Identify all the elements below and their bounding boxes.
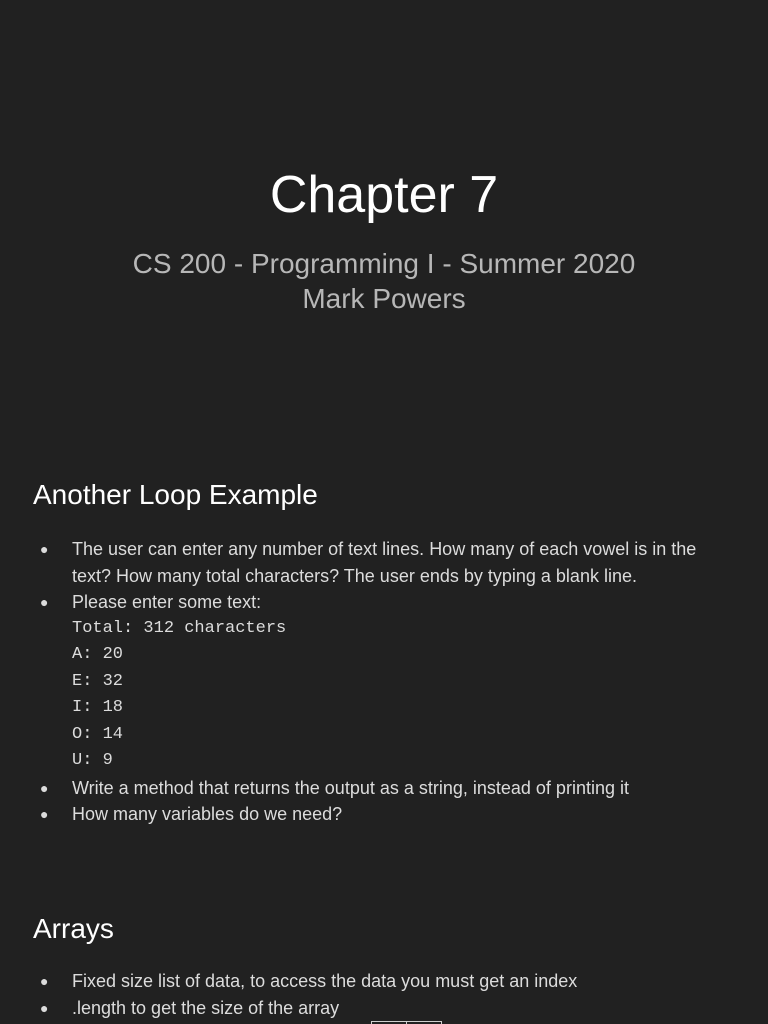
arrays-slide	[0, 864, 768, 1024]
slide-heading: Another Loop Example	[33, 479, 318, 510]
bullet-text: Please enter some text:	[72, 592, 262, 612]
slide-title: Chapter 7	[269, 166, 499, 224]
bullet-item	[36, 801, 726, 828]
bullet-list	[36, 968, 726, 1021]
slide-heading: Arrays	[33, 913, 114, 944]
bullet-icon: ●	[40, 594, 49, 610]
bullet-text: How many variables do we need?	[72, 804, 343, 824]
bullet-icon: ●	[40, 541, 49, 557]
bullet-item	[36, 536, 726, 589]
code-line: U: 9	[72, 751, 113, 770]
bullet-item	[36, 589, 726, 616]
title-slide	[0, 0, 768, 432]
bullet-text: Write a method that returns the output as a string, instead of printing it	[72, 777, 629, 798]
code-line: E: 32	[72, 671, 124, 691]
bullet-icon: ●	[40, 999, 49, 1016]
course-line: CS 200 - Programming I - Summer 2020	[132, 248, 636, 279]
bullet-item	[36, 775, 726, 802]
code-line: O: 14	[72, 724, 124, 744]
bullet-icon: ●	[40, 973, 49, 989]
sample-output-code	[36, 616, 726, 775]
bullet-list	[36, 536, 726, 828]
code-line: Total: 312 characters	[72, 618, 287, 638]
code-line: A: 20	[72, 645, 124, 664]
slide-subtitle	[0, 246, 768, 316]
bullet-icon: ●	[40, 779, 49, 796]
bullet-text: Fixed size list of data, to access the data you must get an index	[72, 971, 578, 991]
author-line: Mark Powers	[302, 283, 466, 314]
bullet-item	[36, 995, 726, 1022]
loop-example-slide	[0, 432, 768, 864]
code-line: I: 18	[72, 698, 124, 717]
bullet-item	[36, 968, 726, 995]
bullet-text: .length to get the size of the array	[72, 997, 340, 1018]
bullet-text: The user can enter any number of text lines. How many of each vowel is in the text? How many total characters? The user ends by typing a blank line.	[72, 539, 697, 586]
bullet-icon: ●	[40, 806, 49, 822]
